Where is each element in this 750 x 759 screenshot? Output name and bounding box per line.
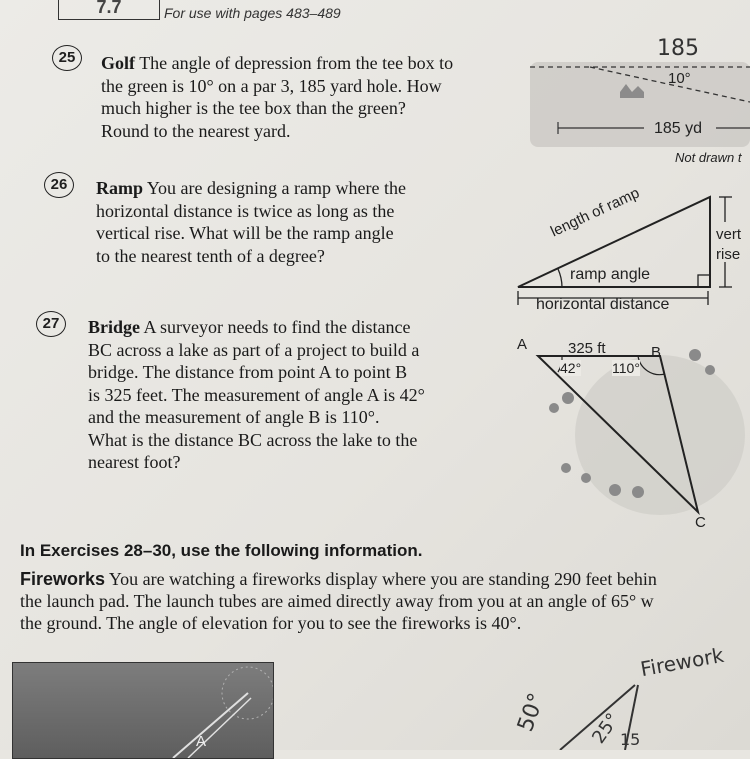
exercise-26-title: Ramp [96,178,144,198]
fireworks-text [20,568,750,634]
bridge-angle-b: 110° [612,360,640,376]
golf-distance-label: 185 yd [654,120,703,137]
exercise-25-line: the green is 10° on a par 3, 185 yard hole. How [101,75,442,96]
ramp-hypotenuse-label: length of ramp [548,184,643,241]
exercise-26-line: to the nearest tenth of a degree? [96,245,325,266]
fireworks-handwritten-15: 15 [620,730,641,749]
golf-not-drawn-note: Not drawn t [675,150,742,165]
bridge-ab-length: 325 ft [568,340,606,357]
exercise-27-line: bridge. The distance from point A to point B [88,362,408,382]
exercise-27-text [88,316,425,474]
exercise-27-line: What is the distance BC across the lake to the [88,429,418,450]
exercise-27-number: 27 [36,311,66,337]
exercises-28-30-heading: In Exercises 28–30, use the following information. [20,541,423,560]
ramp-angle-label: ramp angle [570,266,651,283]
bridge-point-c: C [695,514,706,531]
fireworks-line: the ground. The angle of elevation for you to see the fireworks is 40°. [20,613,522,633]
exercise-27-title: Bridge [88,317,140,337]
exercise-26-number: 26 [44,172,74,198]
exercise-25-text [101,52,453,142]
golf-figure [520,30,750,170]
ramp-vertical-label-1: vert [716,226,742,243]
fireworks-title: Fireworks [20,569,106,589]
fireworks-handwritten-50: 50° [513,689,550,736]
pages-reference: For use with pages 483–489 [164,5,341,21]
exercise-27-line: nearest foot? [88,452,181,472]
fireworks-line: You are watching a fireworks display where you are standing 290 feet behin [108,569,657,589]
exercise-25-line: Round to the nearest yard. [101,120,291,141]
exercise-25-title: Golf [101,53,135,73]
fireworks-handwritten-25: 25° [588,709,624,748]
exercise-26-text [96,177,406,267]
exercise-25-line: The angle of depression from the tee box to [139,53,454,73]
exercise-27-line: BC across a lake as part of a project to build a [88,339,420,360]
fireworks-photo-drawing [13,663,273,758]
bridge-point-a: A [517,336,528,353]
exercise-25-number: 25 [52,45,82,71]
exercise-25-line: much higher is the tee box than the green? [101,98,406,118]
ramp-base-label: horizontal distance [536,296,670,313]
golf-angle-label: 10° [668,70,691,87]
exercise-26-line: horizontal distance is twice as long as the [96,200,395,221]
exercise-27-line: is 325 feet. The measurement of angle A is 42° [88,384,425,405]
golf-handwritten-note: 185 [657,36,699,61]
bridge-angle-a: 42° [560,360,582,376]
exercise-27-line: and the measurement of angle B is 110°. [88,407,380,427]
exercise-27-line: A surveyor needs to find the distance [143,317,411,337]
section-number-box: 7.7 [58,0,160,20]
exercise-26-line: You are designing a ramp where the [146,178,406,198]
ramp-vertical-label-2: rise [716,246,741,263]
fireworks-photo [12,662,274,759]
exercise-26-line: vertical rise. What will be the ramp angle [96,223,394,243]
fireworks-handwritten-word: Firework [638,642,726,682]
fireworks-line: the launch pad. The launch tubes are aimed directly away from you at an angle of 65° w [20,591,654,611]
fireworks-photo-label: A [196,733,207,750]
bridge-point-b: B [651,344,662,361]
